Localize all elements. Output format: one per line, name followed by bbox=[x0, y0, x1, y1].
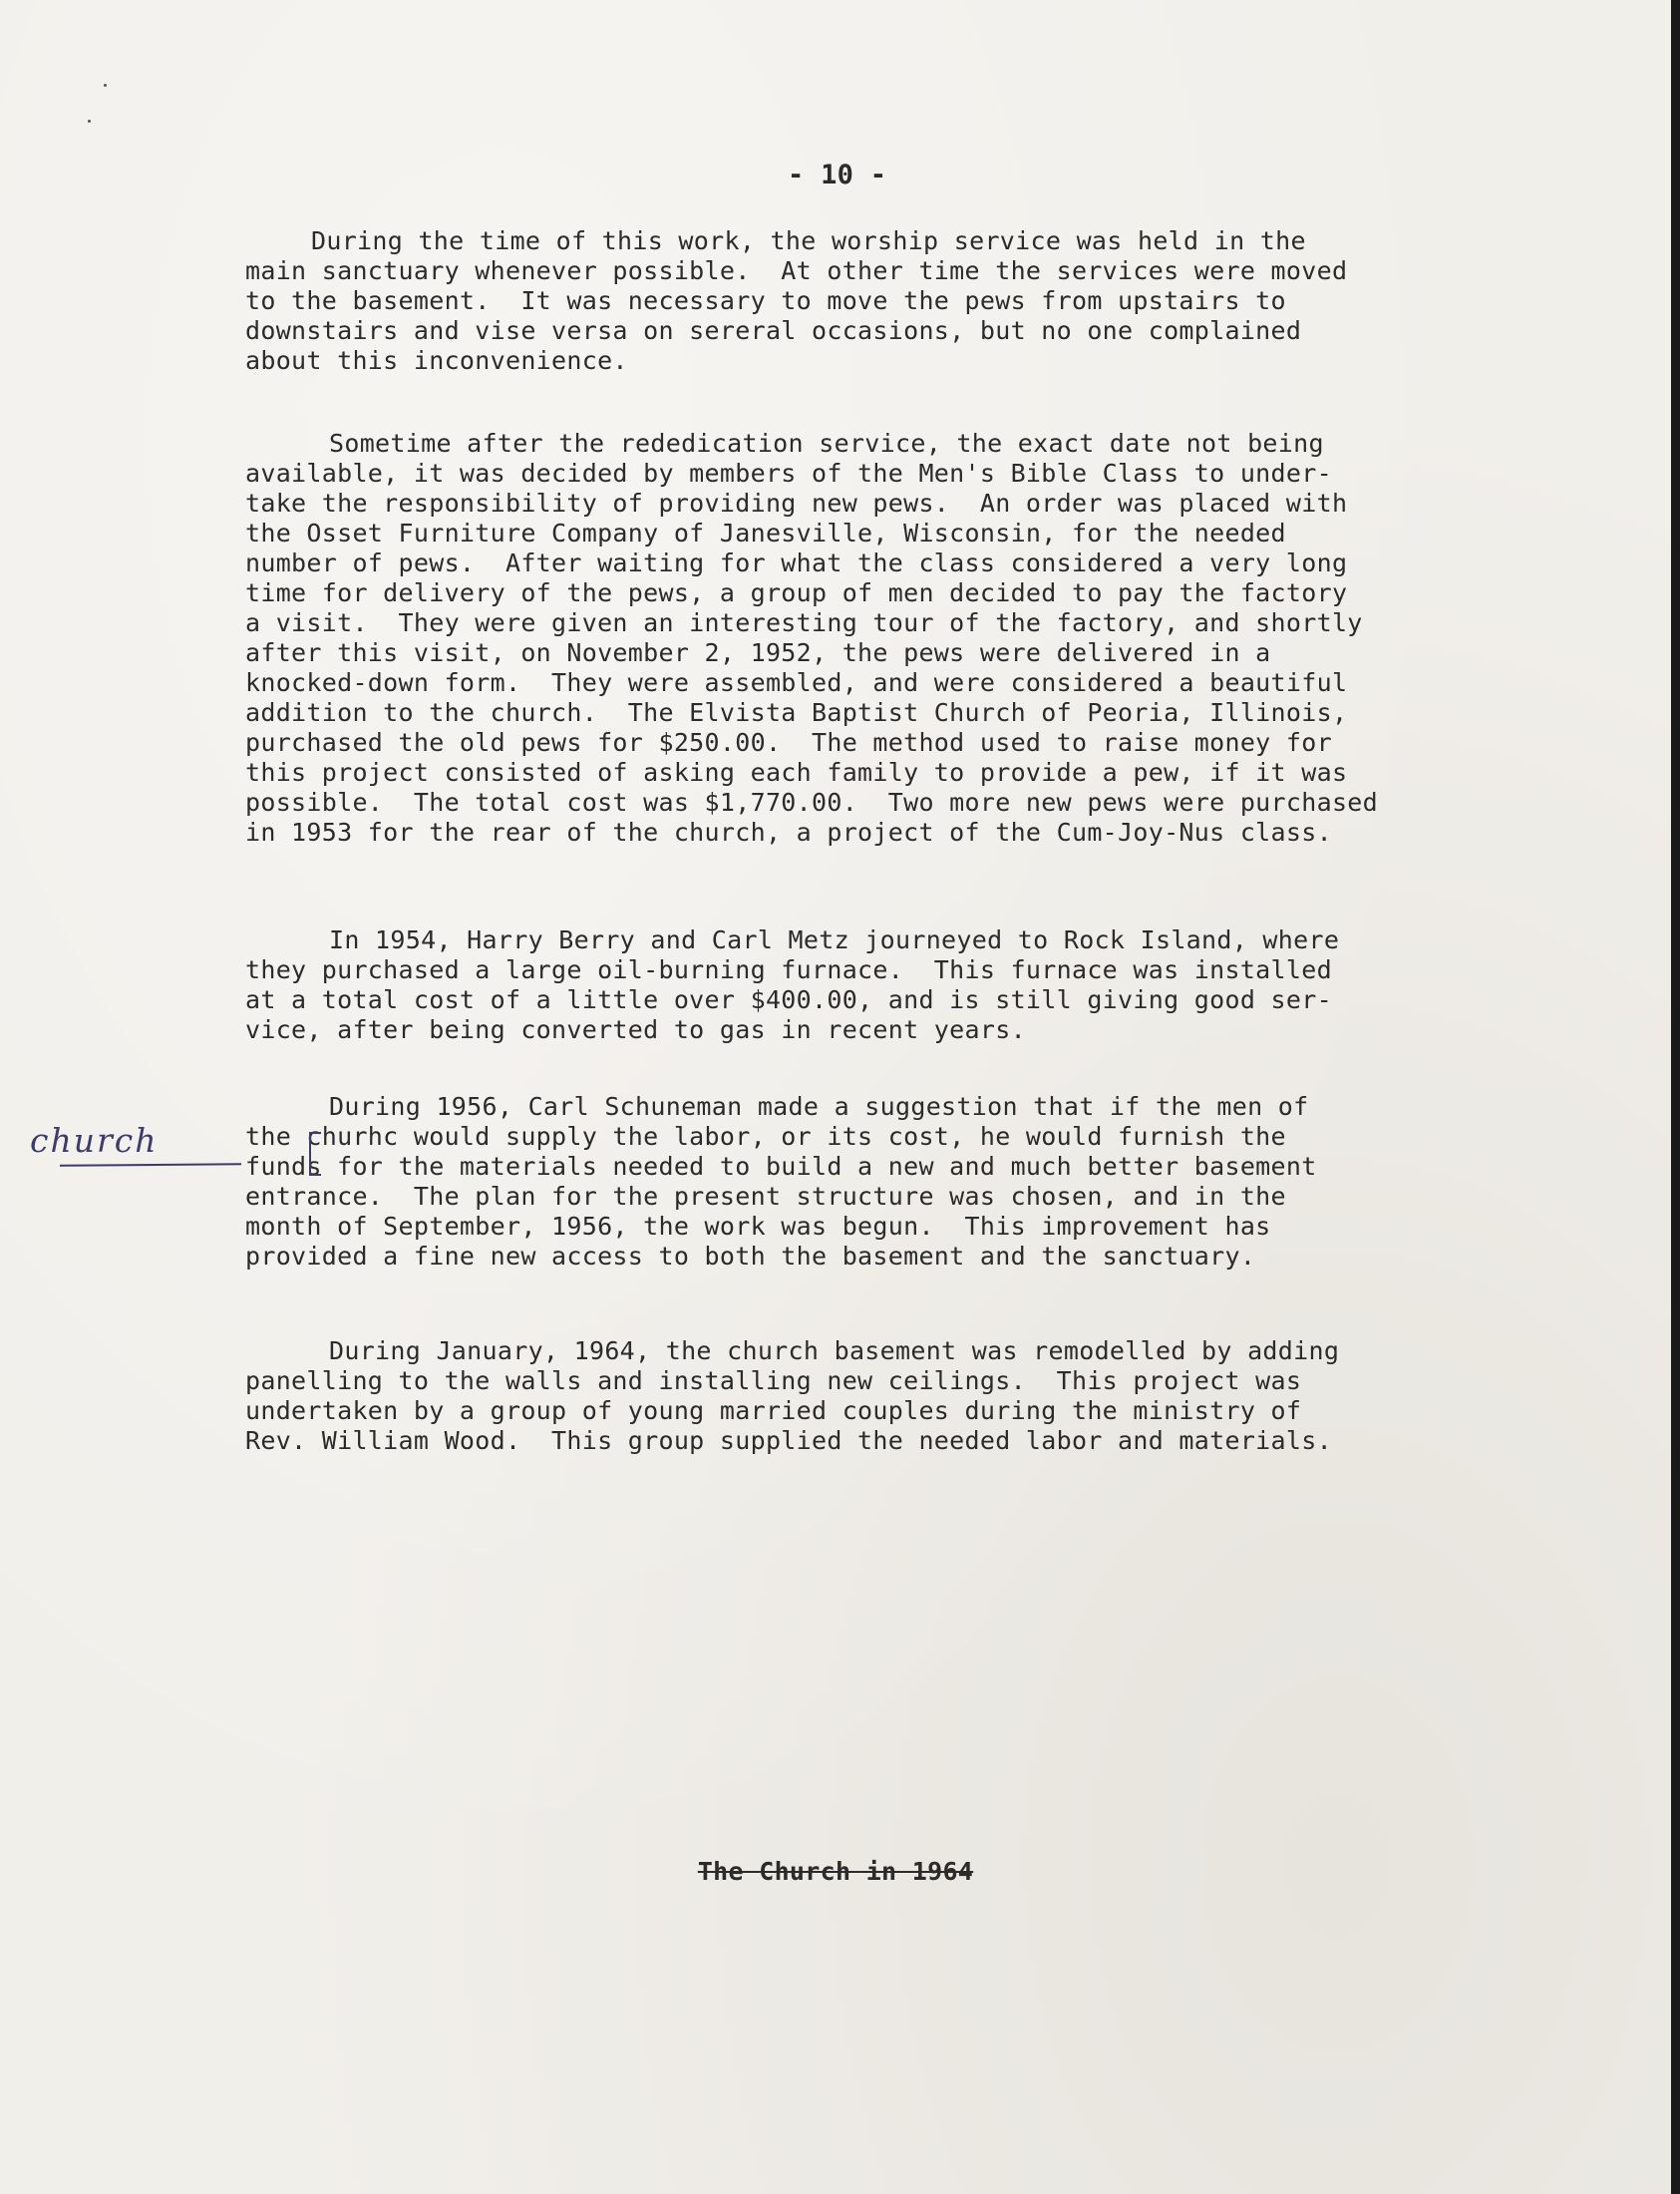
text-line: a visit. They were given an interesting tour of the factory, and shortly bbox=[245, 608, 1363, 637]
insertion-bracket-mark bbox=[309, 1132, 321, 1176]
text-line: addition to the church. The Elvista Baptist Church of Peoria, Illinois, bbox=[245, 698, 1348, 727]
text-line: the Osset Furniture Company of Janesville, Wisconsin, for the needed bbox=[245, 519, 1286, 548]
text-line: about this inconvenience. bbox=[245, 346, 628, 375]
text-line: panelling to the walls and installing new ceilings. This project was bbox=[245, 1366, 1302, 1395]
text-line: in 1953 for the rear of the church, a project of the Cum-Joy-Nus class. bbox=[245, 818, 1332, 847]
text-line: purchased the old pews for $250.00. The method used to raise money for bbox=[245, 728, 1332, 757]
text-line: they purchased a large oil-burning furnace. This furnace was installed bbox=[245, 955, 1332, 984]
paragraph-basement-entrance bbox=[245, 1092, 1472, 1272]
text-line: Rev. William Wood. This group supplied the needed labor and materials. bbox=[245, 1426, 1332, 1455]
paragraph-worship-location bbox=[245, 226, 1472, 376]
text-line: During January, 1964, the church basement was remodelled by adding bbox=[329, 1336, 1340, 1365]
text-line: after this visit, on November 2, 1952, the pews were delivered in a bbox=[245, 638, 1271, 667]
text-line: possible. The total cost was $1,770.00. Two more new pews were purchased bbox=[245, 788, 1378, 817]
text-line: downstairs and vise versa on sereral occasions, but no one complained bbox=[245, 316, 1302, 345]
text-line: Sometime after the rededication service, the exact date not being bbox=[329, 429, 1324, 458]
paragraph-furnace bbox=[245, 925, 1472, 1045]
text-line: funds for the materials needed to build a new and much better basement bbox=[245, 1152, 1317, 1181]
text-line: In 1954, Harry Berry and Carl Metz journeyed to Rock Island, where bbox=[329, 925, 1340, 954]
page-number: - 10 - bbox=[788, 160, 887, 190]
paper-speck bbox=[104, 84, 107, 87]
handwritten-margin-note: church bbox=[30, 1121, 159, 1160]
text-line: knocked-down form. They were assembled, and were considered a beautiful bbox=[245, 668, 1348, 697]
paragraph-basement-remodel bbox=[245, 1336, 1472, 1456]
text-line: to the basement. It was necessary to move the pews from upstairs to bbox=[245, 286, 1286, 315]
paragraph-new-pews bbox=[245, 429, 1472, 848]
handwritten-underline bbox=[60, 1163, 241, 1167]
text-line: this project consisted of asking each family to provide a pew, if it was bbox=[245, 758, 1348, 787]
text-line: main sanctuary whenever possible. At other time the services were moved bbox=[245, 256, 1348, 285]
text-line: at a total cost of a little over $400.00, and is still giving good ser- bbox=[245, 985, 1332, 1014]
text-line: entrance. The plan for the present structure was chosen, and in the bbox=[245, 1182, 1286, 1211]
text-line: the churhc would supply the labor, or its cost, he would furnish the bbox=[245, 1122, 1286, 1151]
text-line: available, it was decided by members of the Men's Bible Class to under- bbox=[245, 459, 1332, 488]
text-line: number of pews. After waiting for what the class considered a very long bbox=[245, 548, 1348, 577]
text-line: month of September, 1956, the work was begun. This improvement has bbox=[245, 1212, 1271, 1241]
text-line: During 1956, Carl Schuneman made a suggestion that if the men of bbox=[329, 1092, 1309, 1121]
text-line: provided a fine new access to both the basement and the sanctuary. bbox=[245, 1242, 1256, 1271]
text-line: time for delivery of the pews, a group of men decided to pay the factory bbox=[245, 578, 1348, 607]
struck-out-heading: The Church in 1964 bbox=[697, 1857, 974, 1886]
text-line: take the responsibility of providing new pews. An order was placed with bbox=[245, 489, 1348, 518]
text-line: undertaken by a group of young married couples during the ministry of bbox=[245, 1396, 1302, 1425]
text-line: vice, after being converted to gas in recent years. bbox=[245, 1015, 1026, 1044]
text-line: During the time of this work, the worship service was held in the bbox=[311, 226, 1306, 255]
paper-speck bbox=[88, 120, 91, 123]
